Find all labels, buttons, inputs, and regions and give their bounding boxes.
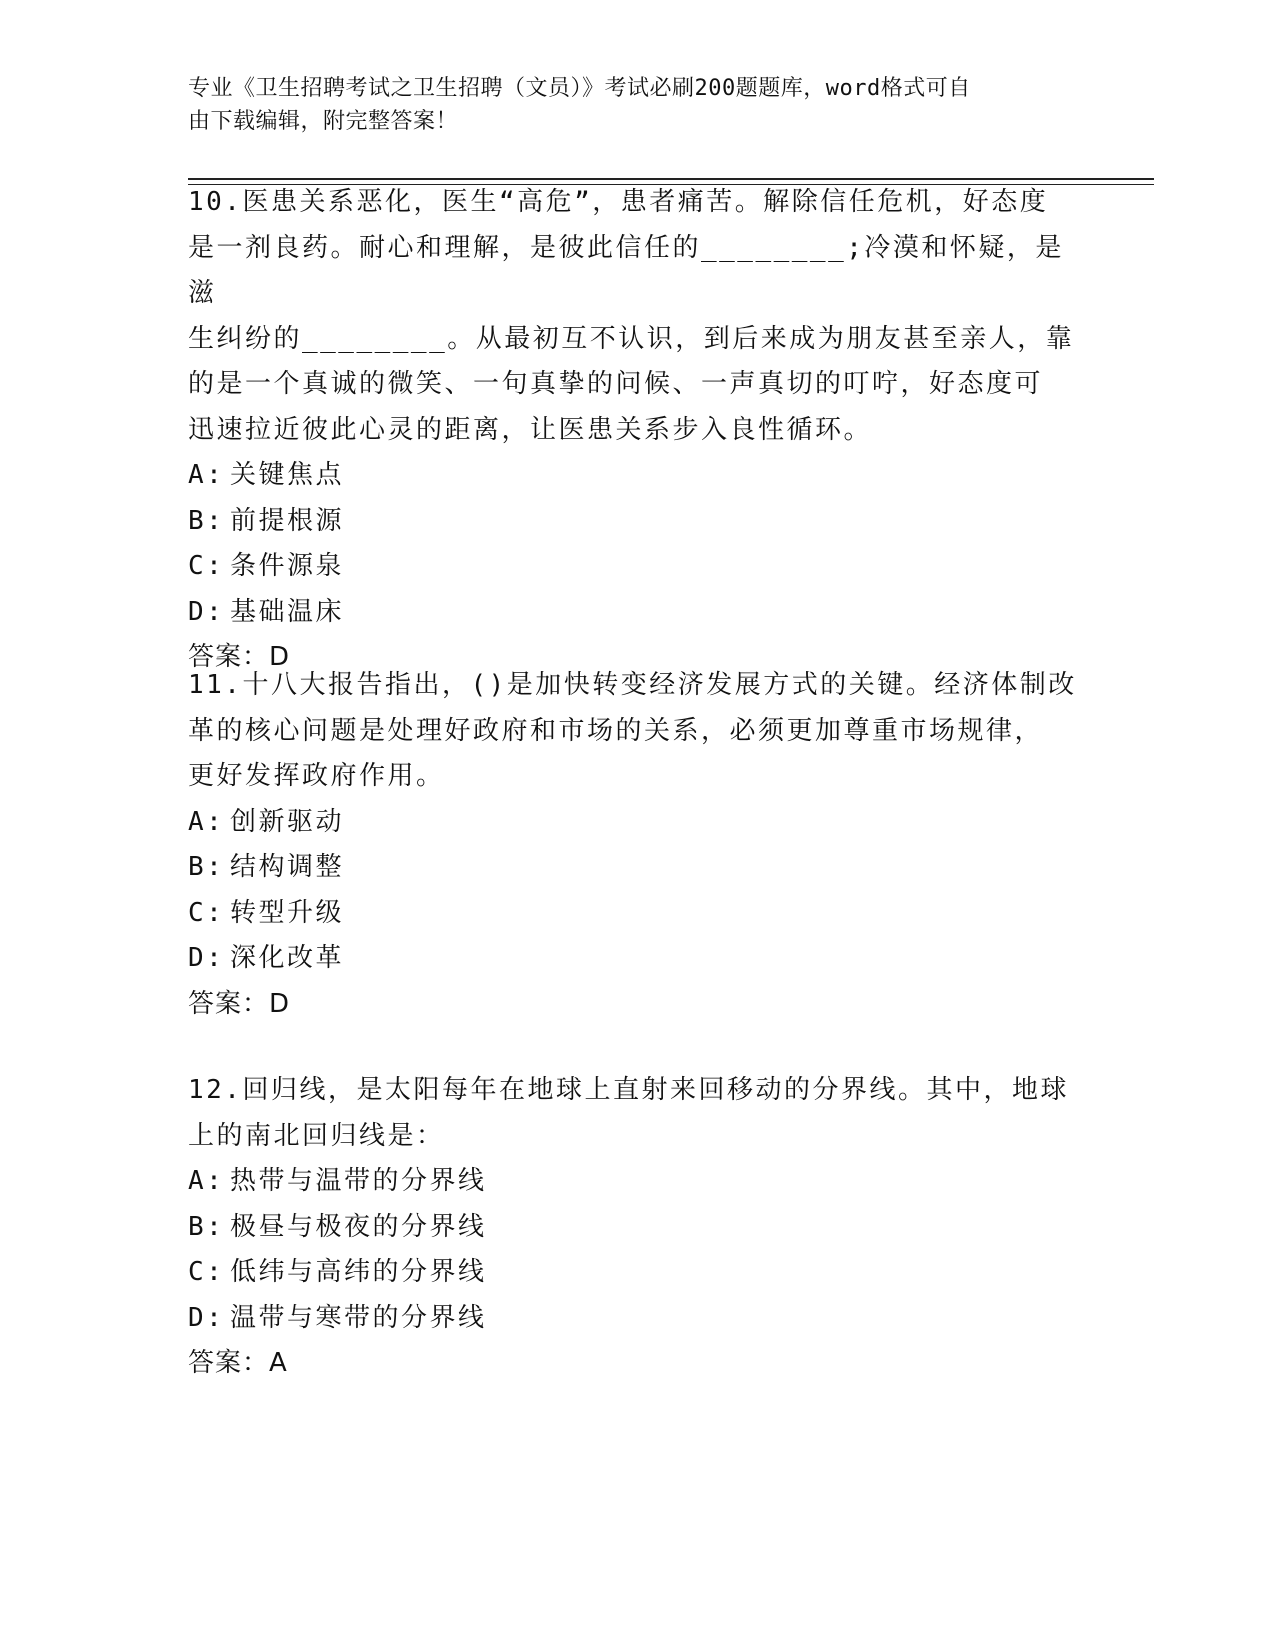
option-text: 基础温床 — [230, 596, 345, 627]
option-key: D: — [188, 596, 225, 627]
option-text: 前提根源 — [230, 505, 345, 536]
option-a — [188, 1159, 1088, 1205]
option-c — [188, 891, 1088, 937]
question-11 — [188, 663, 1088, 1027]
header-line-1: 专业《卫生招聘考试之卫生招聘（文员）》考试必刷200题题库，word格式可自 — [188, 76, 971, 101]
stem-line: 的是一个真诚的微笑、一句真挚的问候、一声真切的叮咛，好态度可 — [188, 369, 1044, 399]
stem-line: 生纠纷的________。从最初互不认识，到后来成为朋友甚至亲人，靠 — [188, 323, 1075, 354]
question-10 — [188, 180, 1088, 681]
answer-line: 答案：D — [188, 988, 291, 1019]
option-key: C: — [188, 1257, 225, 1287]
option-text: 深化改革 — [230, 943, 345, 973]
option-text: 温带与寒带的分界线 — [230, 1302, 487, 1333]
option-key: B: — [188, 852, 225, 882]
option-text: 低纬与高纬的分界线 — [230, 1257, 487, 1287]
option-text: 关键焦点 — [230, 460, 345, 490]
option-key: A: — [188, 806, 225, 837]
option-text: 条件源泉 — [230, 551, 345, 581]
option-b — [188, 1205, 1088, 1251]
option-text: 转型升级 — [230, 897, 345, 928]
question-stem — [188, 180, 1088, 453]
option-a — [188, 453, 1088, 499]
answer-line: 答案：A — [188, 1348, 288, 1378]
option-text: 创新驱动 — [230, 806, 345, 837]
option-d — [188, 590, 1088, 636]
option-b — [188, 845, 1088, 891]
option-key: C: — [188, 551, 225, 581]
option-key: B: — [188, 505, 225, 536]
option-a — [188, 800, 1088, 846]
stem-line: 上的南北回归线是： — [188, 1120, 445, 1151]
option-key: A: — [188, 460, 225, 490]
question-12 — [188, 1068, 1088, 1387]
document-header — [188, 72, 1068, 138]
option-c — [188, 1250, 1088, 1296]
stem-line: 是一剂良药。耐心和理解，是彼此信任的________;冷漠和怀疑，是滋 — [188, 232, 1064, 308]
option-text: 结构调整 — [230, 852, 345, 882]
option-d — [188, 1296, 1088, 1342]
stem-line: 迅速拉近彼此心灵的距离，让医患关系步入良性循环。 — [188, 414, 873, 445]
stem-line: 11.十八大报告指出，()是加快转变经济发展方式的关键。经济体制改 — [188, 670, 1077, 700]
option-key: D: — [188, 1302, 225, 1333]
option-text: 极昼与极夜的分界线 — [230, 1211, 487, 1242]
option-d — [188, 936, 1088, 982]
header-line-2: 由下载编辑，附完整答案！ — [188, 109, 459, 134]
stem-line: 革的核心问题是处理好政府和市场的关系，必须更加尊重市场规律， — [188, 715, 1044, 746]
option-key: B: — [188, 1211, 225, 1242]
option-key: D: — [188, 943, 225, 973]
option-key: A: — [188, 1166, 225, 1196]
option-text: 热带与温带的分界线 — [230, 1166, 487, 1196]
option-b — [188, 499, 1088, 545]
answer-line: 答案：D — [188, 642, 291, 672]
option-key: C: — [188, 897, 225, 928]
stem-line: 更好发挥政府作用。 — [188, 761, 445, 791]
question-stem — [188, 663, 1088, 800]
stem-line: 12.回归线，是太阳每年在地球上直射来回移动的分界线。其中，地球 — [188, 1075, 1069, 1105]
question-stem — [188, 1068, 1088, 1159]
option-c — [188, 544, 1088, 590]
stem-line: 10.医患关系恶化，医生“高危”，患者痛苦。解除信任危机，好态度 — [188, 187, 1049, 217]
